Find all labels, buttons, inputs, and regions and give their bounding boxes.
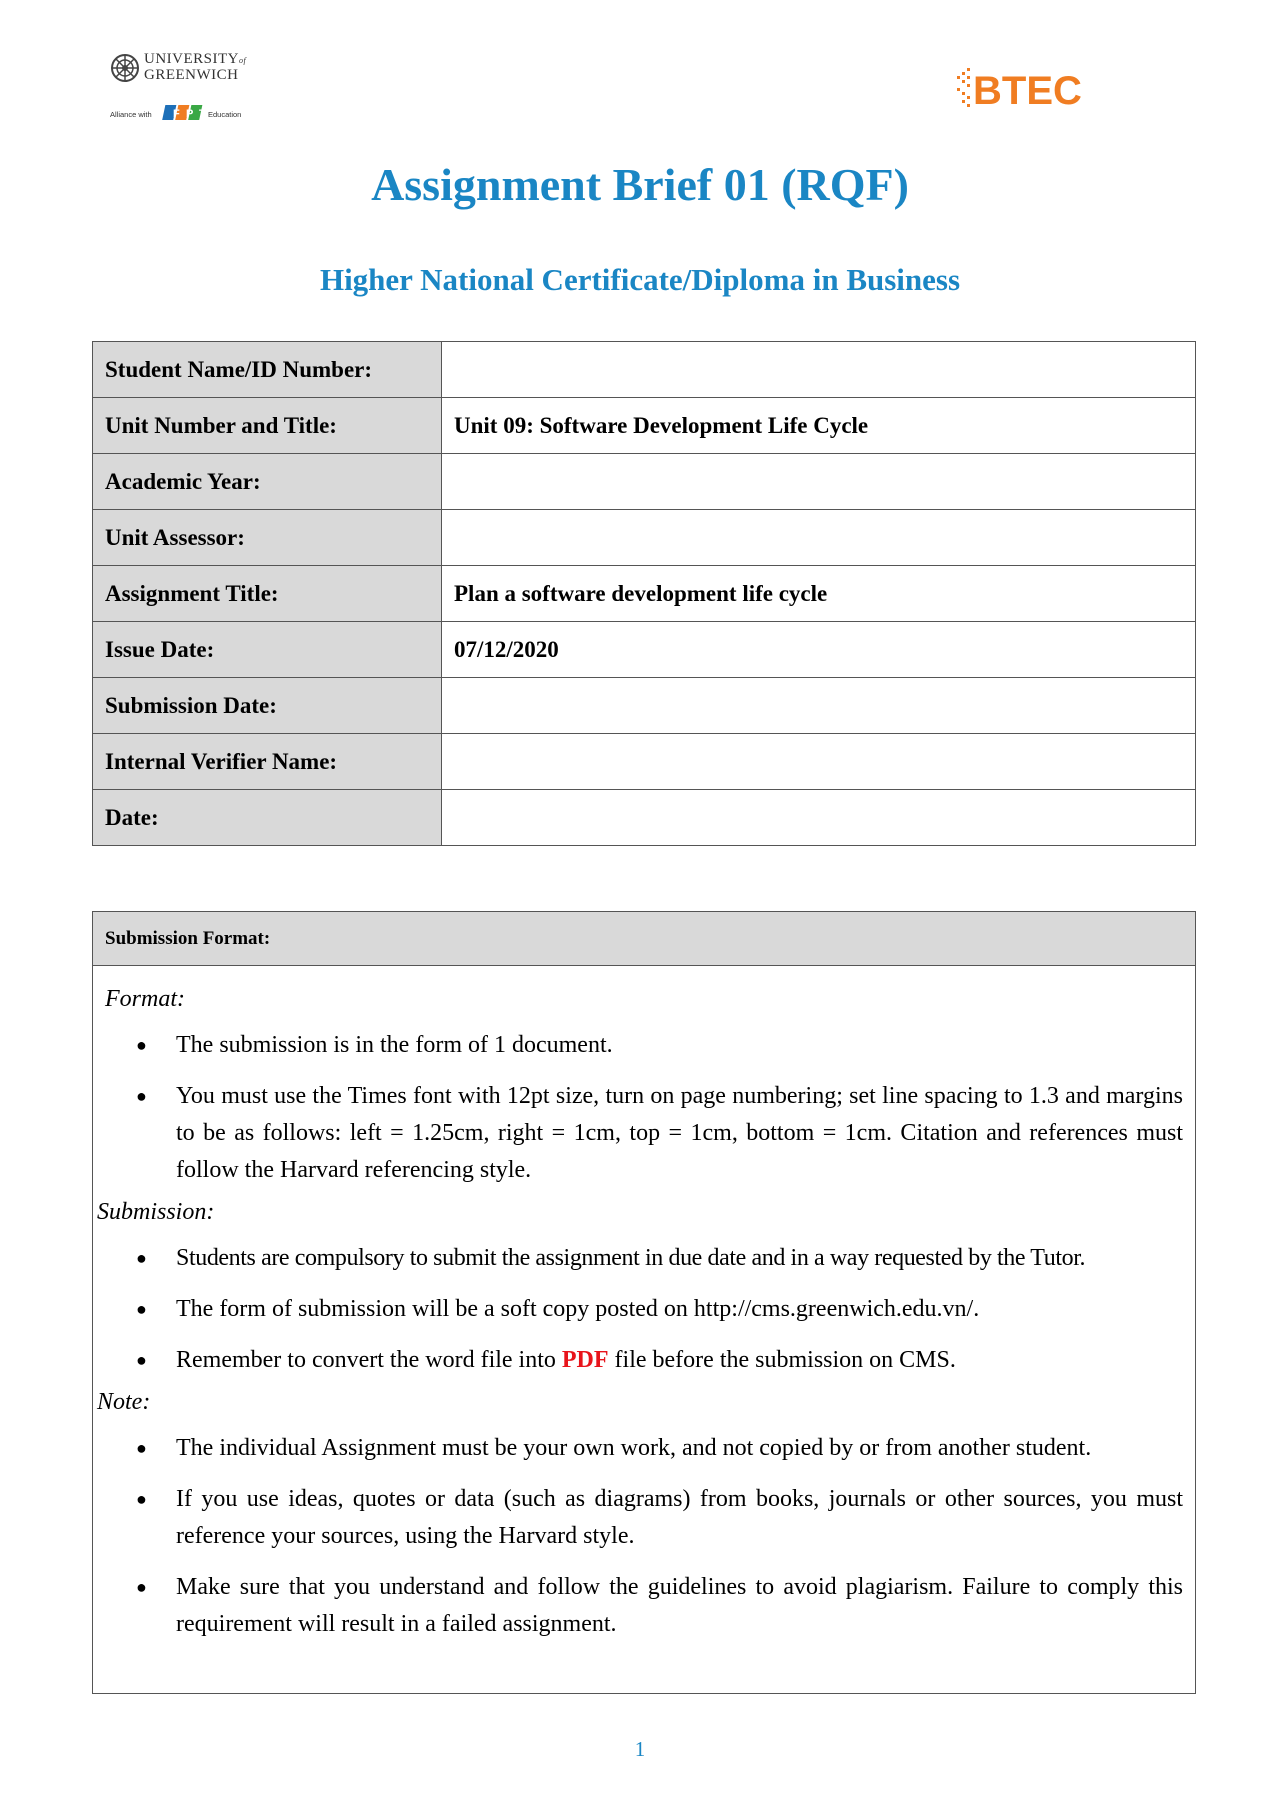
pdf-highlight: PDF — [561, 1347, 609, 1373]
submission-format-content — [93, 986, 1195, 1643]
list-item: ● The form of submission will be a soft copy posted on http://cms.greenwich.edu.vn/. — [93, 1291, 1195, 1328]
bullet-icon: ● — [136, 1577, 147, 1597]
row-label: Academic Year: — [93, 454, 442, 510]
table-row — [93, 342, 1196, 398]
table-row — [93, 398, 1196, 454]
svg-text:F: F — [173, 108, 180, 120]
format-label: Format: — [105, 986, 185, 1012]
row-value: 07/12/2020 — [442, 622, 1196, 678]
assignment-info-table — [92, 341, 1196, 846]
svg-text:Alliance with: Alliance with — [110, 110, 152, 119]
row-label: Date: — [93, 790, 442, 846]
list-item: ● If you use ideas, quotes or data (such as diagrams) from books, journals or other sources, you must reference your sources, using the Harvard style. — [93, 1481, 1195, 1555]
table-row — [93, 454, 1196, 510]
table-row — [93, 510, 1196, 566]
fpt-alliance-logo — [110, 102, 260, 126]
row-value: Unit 09: Software Development Life Cycle — [442, 398, 1196, 454]
row-value — [442, 510, 1196, 566]
row-value — [442, 790, 1196, 846]
svg-text:BTEC: BTEC — [973, 69, 1082, 113]
row-value — [442, 454, 1196, 510]
bullet-icon: ● — [136, 1035, 147, 1055]
table-row — [93, 734, 1196, 790]
list-item: ● The individual Assignment must be your own work, and not copied by or from another student. — [93, 1430, 1195, 1467]
row-label: Assignment Title: — [93, 566, 442, 622]
list-item: ● Remember to convert the word file into PDF file before the submission on CMS. — [93, 1342, 1195, 1379]
svg-text:T: T — [199, 108, 206, 120]
row-label: Submission Date: — [93, 678, 442, 734]
list-item: ● Students are compulsory to submit the assignment in due date and in a way requested by the Tutor. — [93, 1240, 1195, 1277]
university-name: UNIVERSITYof GREENWICH — [144, 51, 247, 83]
btec-logo — [957, 66, 1107, 114]
list-item: ● You must use the Times font with 12pt size, turn on page numbering; set line spacing to 1.3 and margins to be as follows: left = 1.25cm, right = 1cm, top = 1cm, bottom = 1cm. Citation and references must follow the Harvard referencing style. — [93, 1078, 1195, 1189]
row-label: Internal Verifier Name: — [93, 734, 442, 790]
table-row — [93, 566, 1196, 622]
university-seal-icon — [110, 53, 140, 83]
submission-format-header: Submission Format: — [93, 912, 1195, 966]
note-list — [93, 1430, 1195, 1643]
table-row — [93, 678, 1196, 734]
row-label: Unit Number and Title: — [93, 398, 442, 454]
bullet-icon: ● — [136, 1489, 147, 1509]
format-list — [93, 1027, 1195, 1189]
row-value: Plan a software development life cycle — [442, 566, 1196, 622]
bullet-icon: ● — [136, 1086, 147, 1106]
submission-label: Submission: — [97, 1199, 215, 1225]
table-row — [93, 790, 1196, 846]
submission-format-box — [92, 911, 1196, 1694]
document-subtitle: Higher National Certificate/Diploma in Business — [319, 262, 961, 297]
svg-text:Education: Education — [208, 110, 242, 119]
document-title: Assignment Brief 01 (RQF) — [371, 159, 909, 210]
row-label: Student Name/ID Number: — [93, 342, 442, 398]
list-item: ● Make sure that you understand and follow the guidelines to avoid plagiarism. Failure to comply this requirement will result in a failed assignment. — [93, 1569, 1195, 1643]
submission-list — [93, 1240, 1195, 1379]
university-logo — [110, 50, 260, 130]
bullet-icon: ● — [136, 1438, 147, 1458]
row-label: Issue Date: — [93, 622, 442, 678]
page-number: 1 — [634, 1737, 646, 1761]
list-item: ● The submission is in the form of 1 document. — [93, 1027, 1195, 1064]
row-value — [442, 342, 1196, 398]
svg-text:P: P — [186, 108, 194, 120]
bullet-icon: ● — [136, 1299, 147, 1319]
note-label: Note: — [97, 1389, 151, 1415]
row-value — [442, 678, 1196, 734]
bullet-icon: ● — [136, 1350, 147, 1370]
row-value — [442, 734, 1196, 790]
row-label: Unit Assessor: — [93, 510, 442, 566]
bullet-icon: ● — [136, 1248, 147, 1268]
table-row — [93, 622, 1196, 678]
